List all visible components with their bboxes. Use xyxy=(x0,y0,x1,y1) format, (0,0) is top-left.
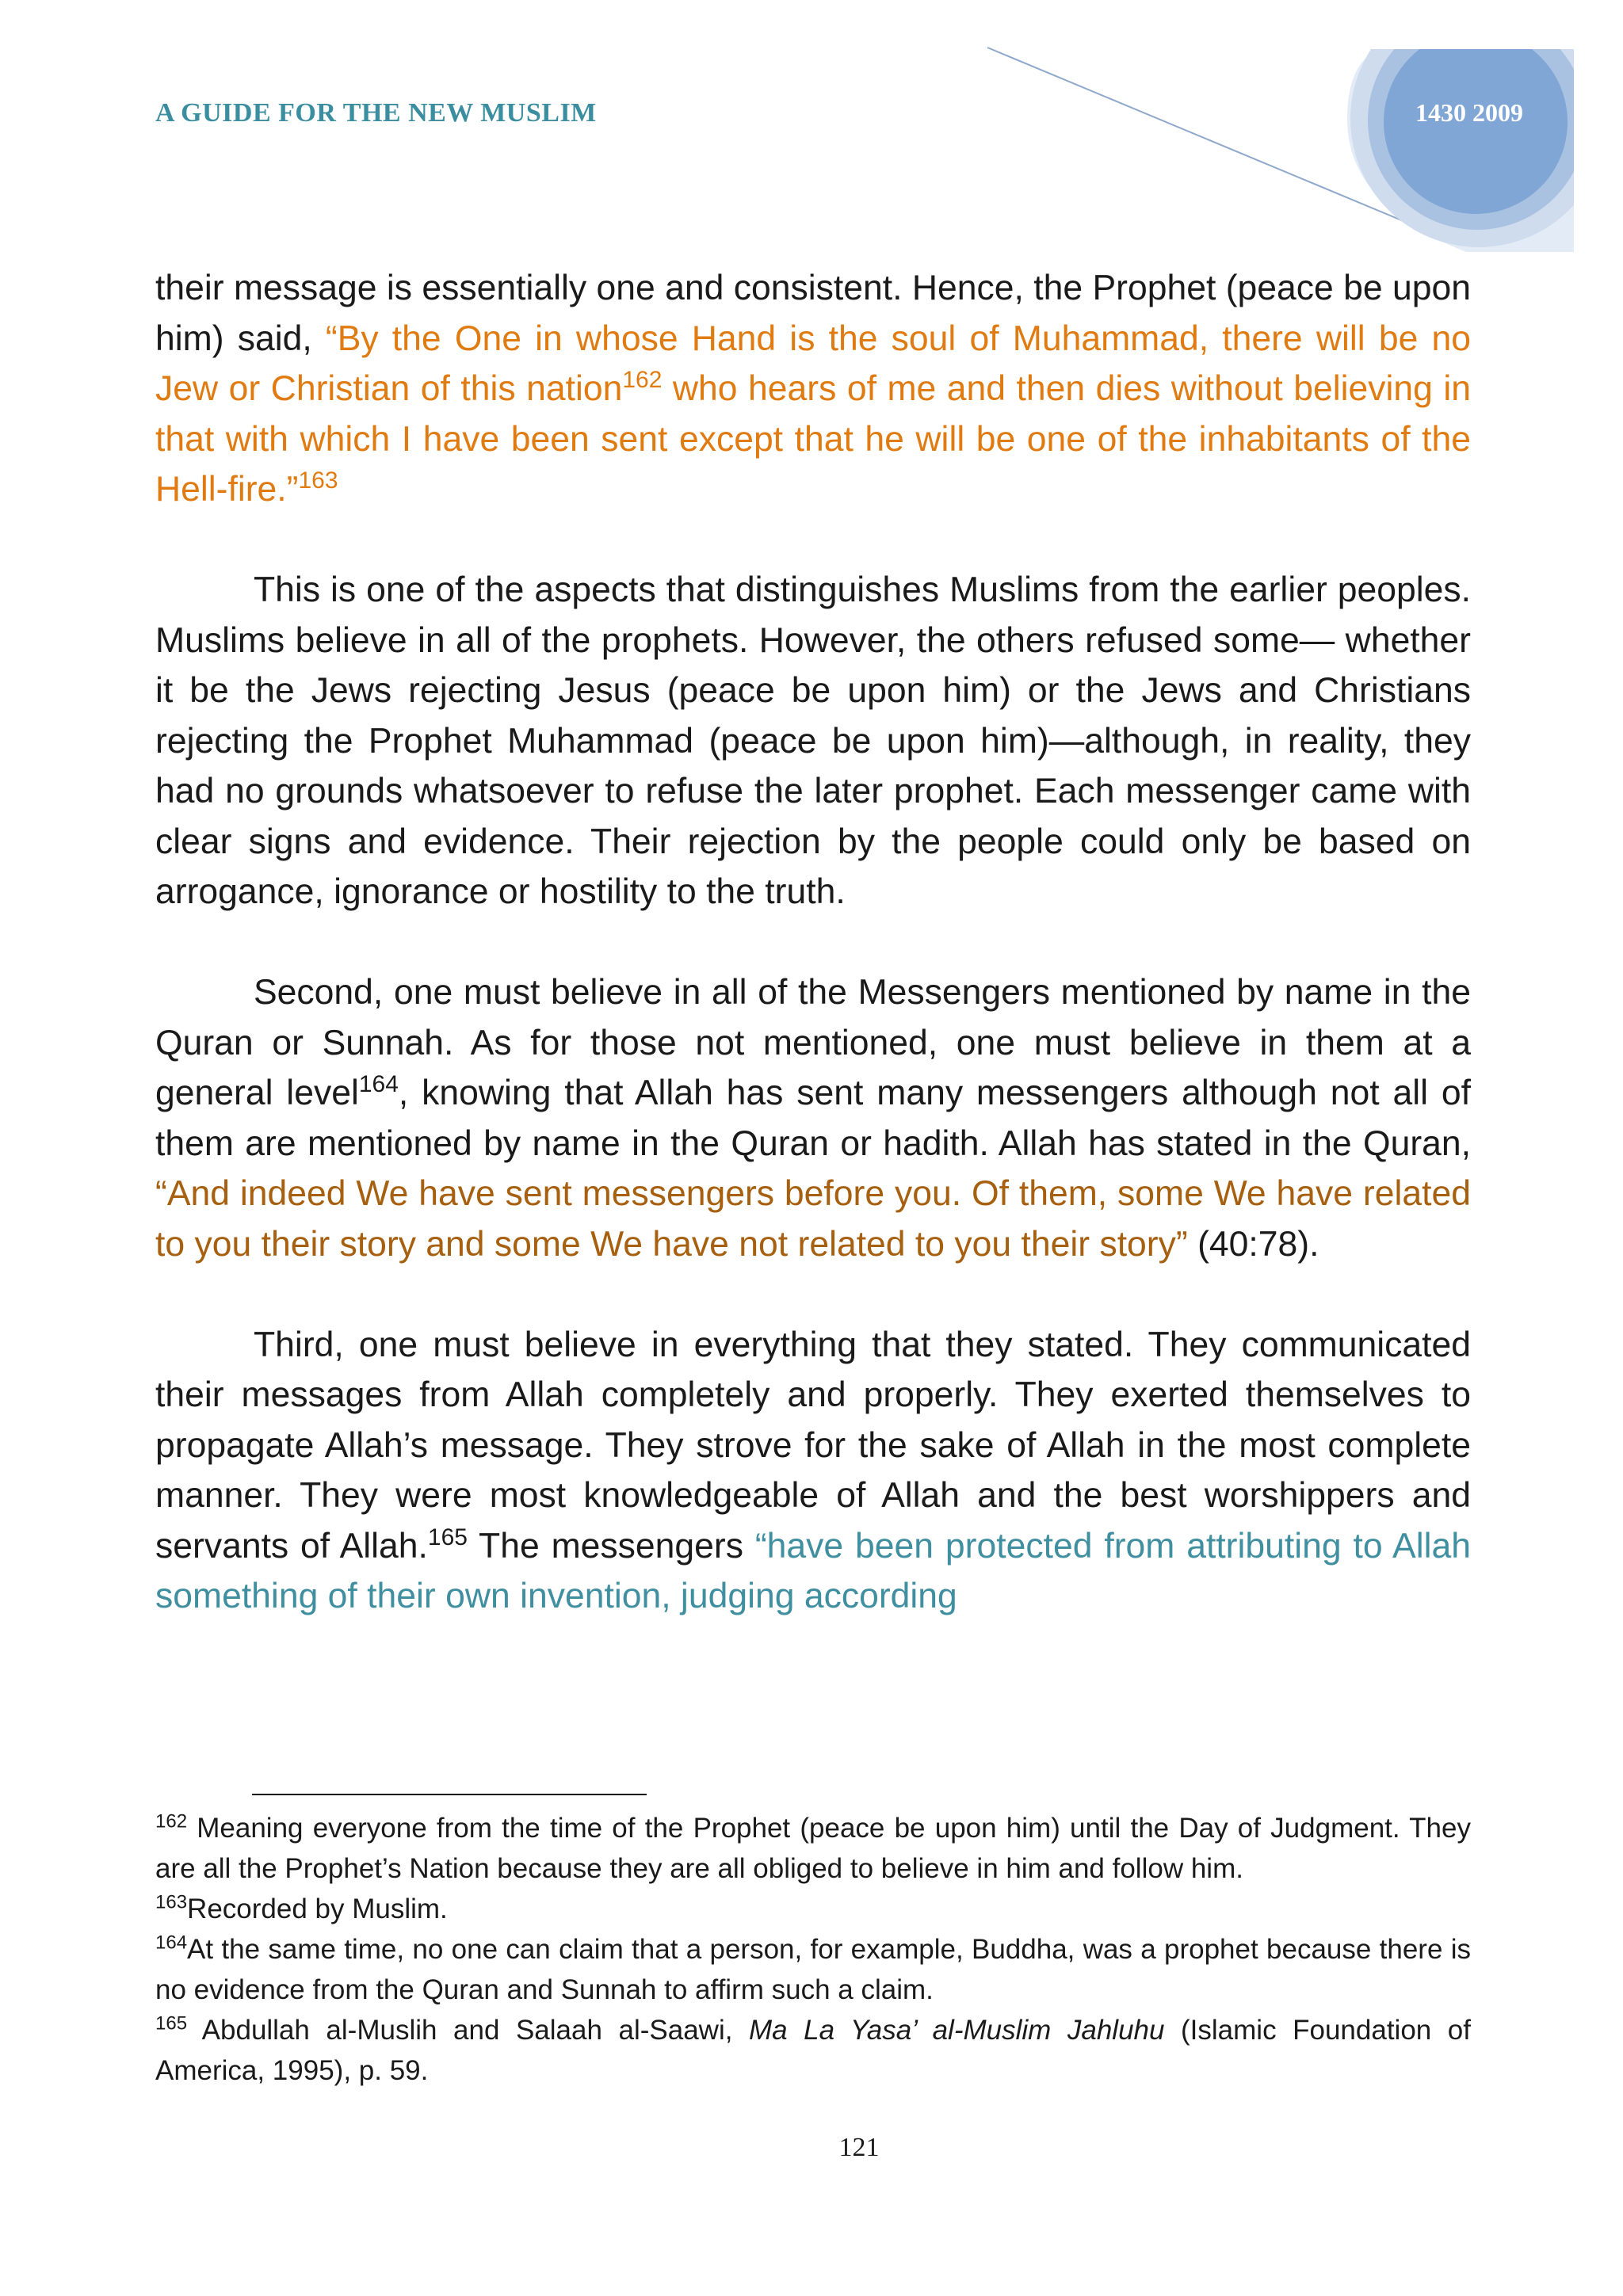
footnote-text: Recorded by Muslim. xyxy=(187,1894,448,1924)
paragraph-1 xyxy=(155,263,1471,515)
paragraph-3-text-cont: , knowing that Allah has sent many messengers although not all of them are mentioned by name in the Quran or hadith. Allah has stated in the Quran, xyxy=(155,1074,1471,1163)
paragraph-3 xyxy=(155,967,1471,1269)
footnote-number: 163 xyxy=(155,1891,188,1913)
footnote-number: 164 xyxy=(155,1932,188,1954)
paragraph-4-text-cont: The messengers xyxy=(467,1526,755,1566)
quran-quote: “And indeed We have sent messengers before you. Of them, some We have related to you their story and some We have not related to you their story” xyxy=(155,1174,1471,1264)
footnote-164 xyxy=(155,1929,1471,2010)
footnote-ref-164[interactable]: 164 xyxy=(358,1071,399,1098)
paragraph-3-text: Second, one must believe in all of the Messengers mentioned by name in the Quran or Sunnah. As for those not mentioned, one must believe in them at a general level xyxy=(155,973,1471,1112)
header-decoration xyxy=(0,0,1623,269)
header-title: A GUIDE FOR THE NEW MUSLIM xyxy=(155,98,597,128)
hadith-quote: “By the One in whose Hand is the soul of Muhammad, there will be no Jew or Christian of this nation xyxy=(155,318,1471,408)
footnote-163 xyxy=(155,1889,1471,1929)
footnote-text: Abdullah al-Muslih and Salaah al-Saawi, xyxy=(187,2015,749,2046)
footnote-number: 162 xyxy=(155,1810,188,1833)
quran-reference: (40:78). xyxy=(1187,1224,1319,1264)
footnote-book-title: Ma La Yasa’ al-Muslim Jahluhu xyxy=(749,2015,1165,2046)
footnote-162 xyxy=(155,1808,1471,1889)
hadith-quote-cont: who hears of me and then dies without believing in that with which I have been sent except that he will be one of the inhabitants of the Hell-fire.” xyxy=(155,369,1471,509)
footnotes xyxy=(155,1808,1471,2091)
footnote-ref-163[interactable]: 163 xyxy=(298,467,338,494)
footnote-text: At the same time, no one can claim that a person, for example, Buddha, was a prophet because there is no evidence from the Quran and Sunnah to affirm such a claim. xyxy=(155,1934,1471,2005)
footnote-165 xyxy=(155,2010,1471,2091)
paragraph-1-text: their message is essentially one and consistent. Hence, the Prophet (peace be upon him) said, xyxy=(155,269,1471,358)
footnote-ref-162[interactable]: 162 xyxy=(622,367,663,394)
footnote-ref-165[interactable]: 165 xyxy=(427,1524,468,1550)
header-year-badge: 1430 2009 xyxy=(1415,98,1523,127)
paragraph-4 xyxy=(155,1320,1471,1622)
footnote-number: 165 xyxy=(155,2012,188,2035)
paragraph-2: This is one of the aspects that distinguishes Muslims from the earlier peoples. Muslims believe in all of the prophets. However, the others refused some— whether it be the Jews rejecting Jesus (peace be upon him) or the Jews and Christians rejecting the Prophet Muhammad (peace be upon him)—although, in reality, they had no grounds whatsoever to refuse the later prophet. Each messenger came with clear signs and evidence. Their rejection by the people could only be based on arrogance, ignorance or hostility to the truth. xyxy=(155,570,1471,911)
footnote-divider xyxy=(252,1794,647,1795)
teal-quote: “have been protected from attributing to Allah something of their own invention, judging according xyxy=(155,1526,1471,1615)
footnote-text-cont: (Islamic Foundation of America, 1995), p. 59. xyxy=(155,2015,1471,2086)
paragraph-4-text: Third, one must believe in everything that they stated. They communicated their messages from Allah completely and properly. They exerted themselves to propagate Allah’s message. They strove for the sake of Allah in the most complete manner. They were most knowledgeable of Allah and the best worshippers and servants of Allah. xyxy=(155,1325,1471,1566)
body-text xyxy=(155,263,1471,1622)
page-number: 121 xyxy=(838,2133,880,2162)
footnote-text: Meaning everyone from the time of the Prophet (peace be upon him) until the Day of Judgment. They are all the Prophet’s Nation because they are all obliged to believe in him and follow him. xyxy=(155,1813,1471,1884)
